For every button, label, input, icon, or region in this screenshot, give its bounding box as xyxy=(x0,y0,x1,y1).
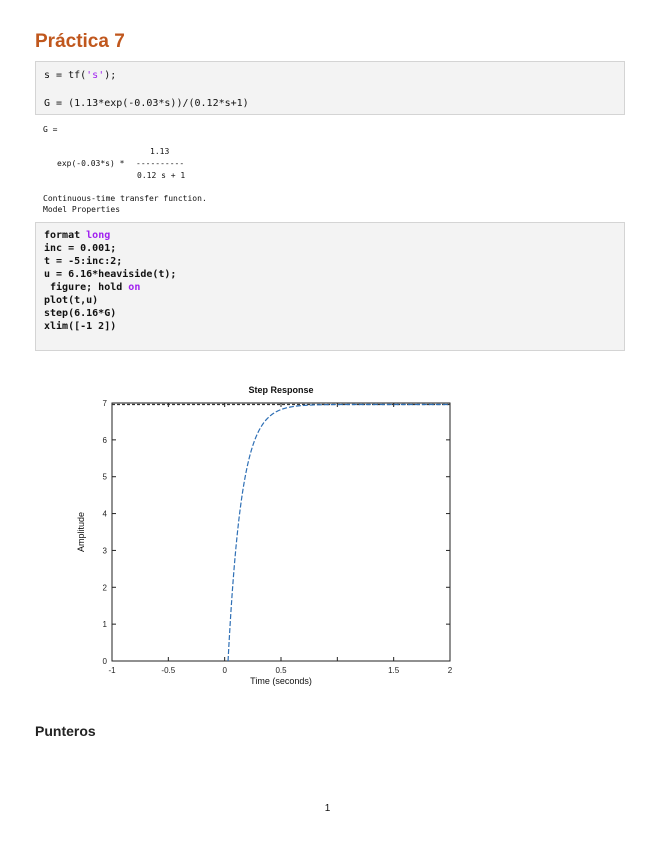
x-axis-label: Time (seconds) xyxy=(250,676,312,686)
chart-title: Step Response xyxy=(248,385,314,395)
output-description: Continuous-time transfer function. xyxy=(43,194,207,203)
y-tick-label: 6 xyxy=(102,435,107,445)
code-line: G = (1.13*exp(-0.03*s))/(0.12*s+1) xyxy=(44,98,249,109)
output-denominator: 0.12 s + 1 xyxy=(137,171,186,180)
output-numerator: 1.13 xyxy=(150,147,170,156)
page-title: Práctica 7 xyxy=(35,31,125,52)
code-line: t = -5:inc:2; xyxy=(44,256,123,267)
y-axis-label: Amplitude xyxy=(76,511,86,553)
y-tick-label: 2 xyxy=(102,583,107,593)
output-fraction-bar: ---------- xyxy=(136,159,185,168)
code-line: figure; hold on xyxy=(44,282,141,293)
plot-area xyxy=(112,403,450,661)
y-tick-label: 7 xyxy=(102,399,107,408)
code-line-blank xyxy=(44,82,616,95)
x-tick-label: 1.5 xyxy=(388,666,400,675)
code-line: format long xyxy=(44,230,111,241)
x-tick-label: 0 xyxy=(222,666,227,675)
code-line: inc = 0.001; xyxy=(44,243,117,254)
code-line: xlim([-1 2]) xyxy=(44,321,117,332)
step-response-chart xyxy=(70,378,470,690)
code-line: step(6.16*G) xyxy=(44,308,117,319)
x-tick-label: -1 xyxy=(108,666,116,675)
y-tick-label: 3 xyxy=(102,546,107,556)
code-block-2[interactable] xyxy=(35,222,625,351)
x-tick-label: 0.5 xyxy=(275,666,287,675)
x-tick-label: 2 xyxy=(447,666,453,675)
code-line: u = 6.16*heaviside(t); xyxy=(44,269,177,280)
y-tick-label: 5 xyxy=(102,472,107,482)
section-heading: Punteros xyxy=(35,723,96,739)
output-model-properties: Model Properties xyxy=(43,205,121,214)
output-var-label: G = xyxy=(43,125,58,134)
code-line: plot(t,u) xyxy=(44,295,99,306)
page-number: 1 xyxy=(324,803,331,814)
code-line: s = tf('s'); xyxy=(44,70,117,81)
code-block-1[interactable] xyxy=(35,61,625,115)
y-tick-label: 1 xyxy=(102,620,107,630)
output-delay-term: exp(-0.03*s) * xyxy=(57,159,130,168)
y-tick-label: 0 xyxy=(102,657,107,666)
y-tick-label: 4 xyxy=(102,509,107,519)
x-tick-label: -0.5 xyxy=(161,666,176,675)
